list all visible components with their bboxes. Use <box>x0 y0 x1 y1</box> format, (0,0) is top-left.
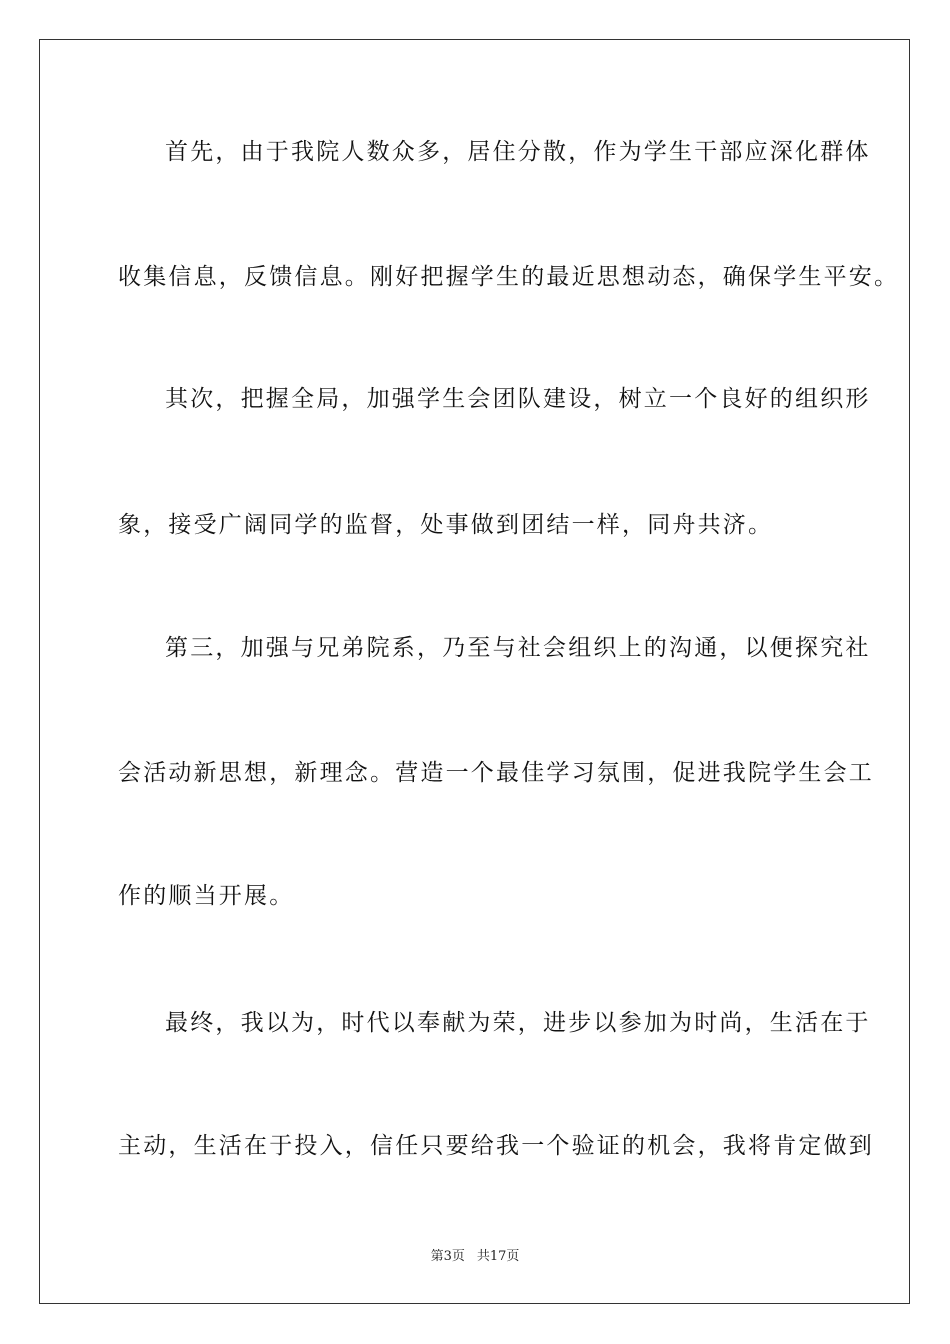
page-number-current: 第3页 <box>430 1249 465 1264</box>
paragraph-line: 首先，由于我院人数众多，居住分散，作为学生干部应深化群体 <box>165 139 871 165</box>
paragraph-line: 象，接受广阔同学的监督，处事做到团结一样，同舟共济。 <box>118 512 774 538</box>
page-footer <box>0 1248 950 1266</box>
page-frame <box>39 39 910 1304</box>
paragraph-line: 会活动新思想，新理念。营造一个最佳学习氛围，促进我院学生会工 <box>118 760 874 786</box>
paragraph-line: 第三，加强与兄弟院系，乃至与社会组织上的沟通，以便探究社 <box>165 635 871 661</box>
page-number-total: 共17页 <box>476 1249 520 1264</box>
paragraph-line: 收集信息，反馈信息。刚好把握学生的最近思想动态，确保学生平安。 <box>118 264 900 290</box>
paragraph-line: 其次，把握全局，加强学生会团队建设，树立一个良好的组织形 <box>165 386 871 412</box>
paragraph-line: 主动，生活在于投入，信任只要给我一个验证的机会，我将肯定做到 <box>118 1133 874 1159</box>
paragraph-line: 作的顺当开展。 <box>118 883 295 909</box>
paragraph-line: 最终，我以为，时代以奉献为荣，进步以参加为时尚，生活在于 <box>165 1010 871 1036</box>
